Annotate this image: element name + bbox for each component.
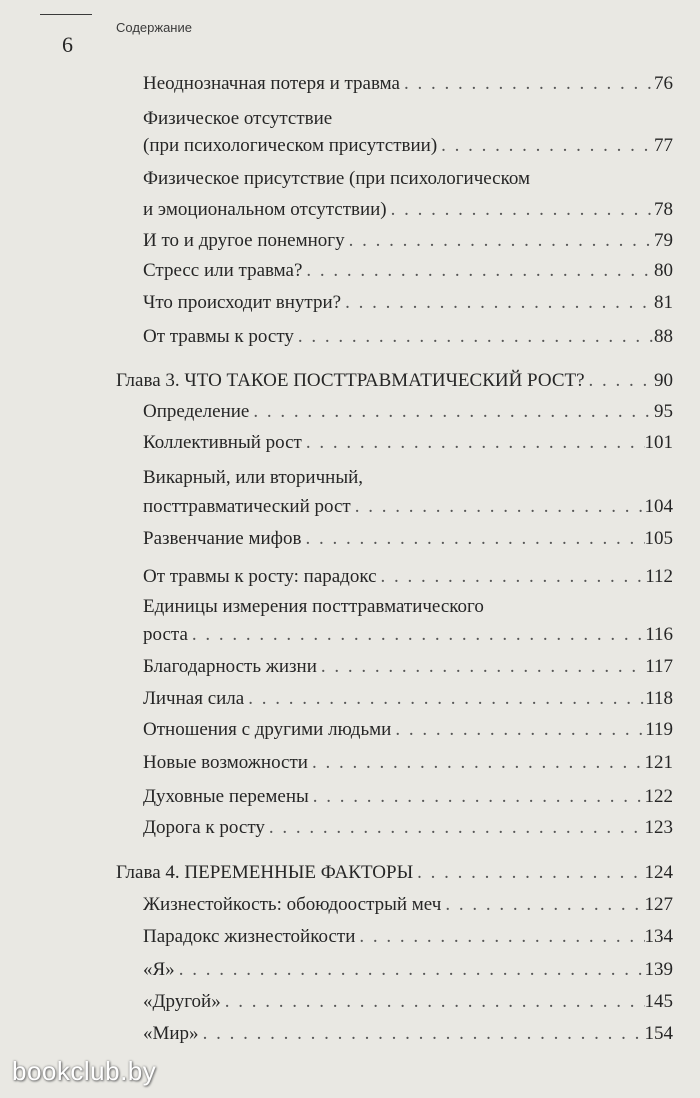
header-rule [40, 14, 92, 15]
toc-chapter-title: Глава 3. ЧТО ТАКОЕ ПОСТТРАВМАТИЧЕСКИЙ РОСТ? [116, 370, 585, 391]
toc-entry-title-line1: Викарный, или вторичный, [143, 467, 364, 488]
toc-entry [143, 134, 673, 158]
toc-entry-title: Неоднозначная потеря и травма [143, 73, 400, 94]
toc-entry-title: Коллективный рост [143, 432, 302, 453]
toc-entry-page: 118 [645, 688, 673, 709]
toc-entry-page: 78 [654, 199, 673, 220]
toc-entry [143, 229, 673, 253]
leader-dots [294, 325, 654, 349]
toc-entry-page: 119 [645, 719, 673, 740]
toc-entry [143, 259, 673, 283]
toc-entry-title: Стресс или травма? [143, 260, 303, 281]
toc-entry [143, 325, 673, 349]
toc-entry [143, 623, 673, 647]
toc-entry-title: Парадокс жизнестойкости [143, 926, 356, 947]
toc-entry-page: 139 [644, 959, 673, 980]
leader-dots [585, 369, 654, 393]
leader-dots [308, 751, 645, 775]
toc-entry-page: 101 [644, 432, 673, 453]
leader-dots [188, 623, 645, 647]
page-number: 6 [62, 32, 73, 57]
toc-entry-title: и эмоциональном отсутствии) [143, 199, 387, 220]
toc-entry-title: И то и другое понемногу [143, 230, 345, 251]
toc-entry-page: 116 [645, 624, 673, 645]
toc-entry-title: От травмы к росту [143, 326, 294, 347]
toc-entry-page: 76 [654, 73, 673, 94]
leader-dots [345, 229, 654, 253]
leader-dots [221, 990, 645, 1014]
toc-entry-title: роста [143, 624, 188, 645]
leader-dots [341, 291, 654, 315]
toc-entry-title: Благодарность жизни [143, 656, 317, 677]
toc-entry-title: Развенчание мифов [143, 528, 302, 549]
leader-dots [302, 431, 645, 455]
toc-entry-page: 123 [644, 817, 673, 838]
toc-entry-title: Личная сила [143, 688, 245, 709]
toc-entry [143, 925, 673, 949]
toc-chapter [116, 861, 673, 885]
toc-entry-page: 122 [644, 786, 673, 807]
running-head: Содержание [116, 20, 192, 35]
toc-entry-page: 79 [654, 230, 673, 251]
toc-entry-page: 90 [654, 370, 673, 391]
leader-dots [377, 565, 646, 589]
toc-entry-page: 117 [645, 656, 673, 677]
leader-dots [302, 259, 654, 283]
toc-entry-page: 104 [644, 496, 673, 517]
leader-dots [244, 687, 645, 711]
toc-entry [143, 527, 673, 551]
toc-entry-title: Дорога к росту [143, 817, 265, 838]
toc-entry-title-line1: Физическое отсутствие [143, 108, 333, 129]
leader-dots [437, 134, 654, 158]
leader-dots [355, 925, 644, 949]
toc-chapter [116, 369, 673, 393]
toc-entry-page: 121 [644, 752, 673, 773]
toc-entry-title: «Другой» [143, 991, 221, 1012]
toc-entry-page: 95 [654, 401, 673, 422]
toc-entry-page: 145 [644, 991, 673, 1012]
toc-entry-title: «Мир» [143, 1023, 199, 1044]
toc-entry [143, 816, 673, 840]
toc-entry-title: «Я» [143, 959, 175, 980]
toc-entry-page: 124 [644, 862, 673, 883]
toc-entry-title: Духовные перемены [143, 786, 309, 807]
toc-entry [143, 718, 673, 742]
toc-entry-title: От травмы к росту: парадокс [143, 566, 377, 587]
toc-entry-title: Жизнестойкость: обоюдоострый меч [143, 894, 442, 915]
toc-entry [143, 400, 673, 424]
leader-dots [441, 893, 644, 917]
toc-entry-page: 81 [654, 292, 673, 313]
leader-dots [265, 816, 645, 840]
leader-dots [400, 72, 654, 96]
leader-dots [199, 1022, 645, 1046]
toc-entry [143, 1022, 673, 1046]
toc-entry [143, 958, 673, 982]
toc-entry [143, 751, 673, 775]
toc-entry-title-line1: Единицы измерения посттравматического [143, 596, 484, 617]
toc-entry [143, 990, 673, 1014]
toc-entry-title: Отношения с другими людьми [143, 719, 392, 740]
toc-entry-page: 88 [654, 326, 673, 347]
toc-entry [143, 655, 673, 679]
leader-dots [387, 198, 654, 222]
toc-entry [143, 785, 673, 809]
toc-entry [143, 687, 673, 711]
toc-entry [143, 72, 673, 96]
toc-entry-title: Определение [143, 401, 250, 422]
leader-dots [391, 718, 645, 742]
toc-entry-page: 127 [644, 894, 673, 915]
leader-dots [309, 785, 645, 809]
toc-entry-page: 80 [654, 260, 673, 281]
toc-entry-title-line1: Физическое присутствие (при психологическом [143, 168, 531, 189]
toc-entry [143, 565, 673, 589]
leader-dots [351, 495, 645, 519]
toc-chapter-title: Глава 4. ПЕРЕМЕННЫЕ ФАКТОРЫ [116, 862, 414, 883]
toc-entry-title: (при психологическом присутствии) [143, 135, 438, 156]
toc-entry [143, 893, 673, 917]
toc-entry-title: Новые возможности [143, 752, 308, 773]
watermark: bookclub.by [12, 1056, 157, 1086]
toc-entry-page: 77 [654, 135, 673, 156]
toc-entry-title: посттравматический рост [143, 496, 351, 517]
toc-entry [143, 431, 673, 455]
toc-entry-page: 105 [644, 528, 673, 549]
toc-entry [143, 495, 673, 519]
leader-dots [413, 861, 644, 885]
leader-dots [301, 527, 644, 551]
toc-entry-page: 112 [645, 566, 673, 587]
leader-dots [249, 400, 654, 424]
leader-dots [175, 958, 645, 982]
toc-entry-title: Что происходит внутри? [143, 292, 342, 313]
toc-entry [143, 291, 673, 315]
toc-entry-page: 154 [644, 1023, 673, 1044]
leader-dots [317, 655, 645, 679]
toc-entry [143, 198, 673, 222]
toc-entry-page: 134 [644, 926, 673, 947]
